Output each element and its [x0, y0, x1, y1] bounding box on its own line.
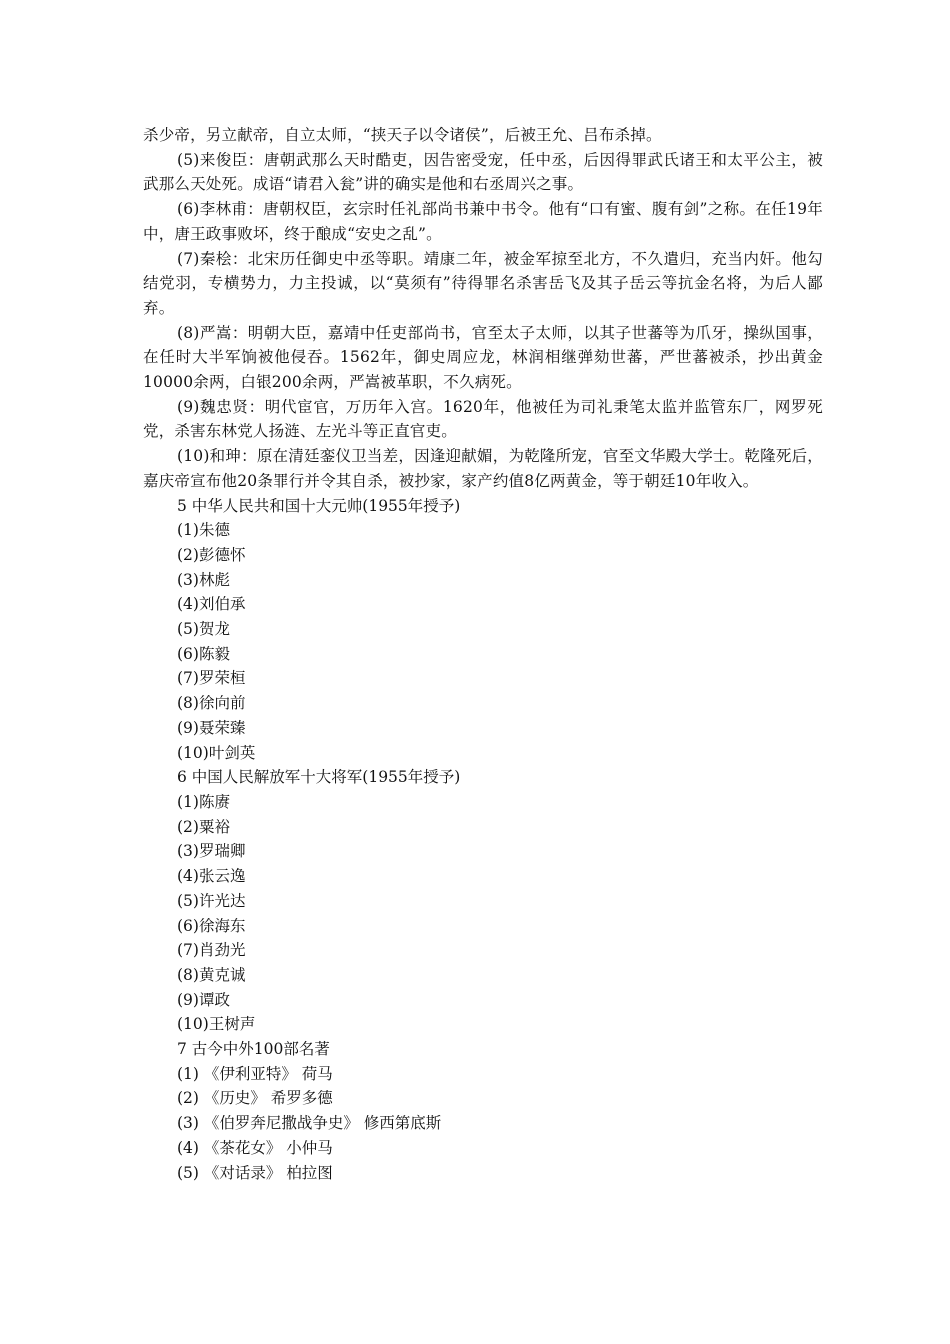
- list-item-general: (6)徐海东: [177, 916, 246, 935]
- list-item-classic: (4) 《茶花女》 小仲马: [177, 1138, 333, 1157]
- list-item-general: (10)王树声: [177, 1015, 256, 1034]
- paragraph-dong-zhuo-tail: 杀少帝，另立献帝，自立太师，“挟天子以令诸侯”，后被王允、吕布杀掉。: [143, 126, 662, 144]
- section-heading-generals: 6 中国人民解放军十大将军(1955年授予): [177, 768, 461, 787]
- list-item-general: (4)张云逸: [177, 867, 246, 886]
- list-item-marshal: (2)彭德怀: [177, 545, 246, 564]
- list-item-general: (9)谭政: [177, 990, 230, 1009]
- paragraph-lai-junchen: (5)来俊臣：唐朝武那么天时酷吏，因告密受宠，任中丞，后因得罪武氏诸王和太平公主，被武那么天处死。成语“请君入瓮”讲的确实是他和右丞周兴之事。: [143, 150, 823, 194]
- section-heading-marshals: 5 中华人民共和国十大元帅(1955年授予): [177, 496, 461, 515]
- list-item-general: (7)肖劲光: [177, 941, 246, 960]
- paragraph-he-shen: (10)和珅：原在清廷銮仪卫当差，因逢迎献媚，为乾隆所宠，官至文华殿大学士。乾隆死后，嘉庆帝宣布他20条罪行并令其自杀，被抄家，家产约值8亿两黄金，等于朝廷10年收入。: [143, 447, 823, 490]
- list-item-general: (3)罗瑞卿: [177, 842, 246, 861]
- paragraph-li-linfu: (6)李林甫：唐朝权臣，玄宗时任礼部尚书兼中书令。他有“口有蜜、腹有剑”之称。在任19年中，唐王政事败坏，终于酿成“安史之乱”。: [143, 200, 823, 243]
- list-item-classic: (1) 《伊利亚特》 荷马: [177, 1064, 333, 1083]
- document-body: [143, 123, 823, 1185]
- paragraph-yan-song: (8)严嵩：明朝大臣，嘉靖中任吏部尚书，官至太子太师，以其子世蕃等为爪牙，操纵国事，在任时大半军饷被他侵吞。1562年，御史周应龙，林润相继弹劾世蕃，严世蕃被杀，抄出黄金10000余两，白银200余两，严嵩被革职，不久病死。: [143, 323, 823, 392]
- section-heading-classics: 7 古今中外100部名著: [177, 1040, 330, 1059]
- list-item-marshal: (3)林彪: [177, 570, 230, 589]
- list-item-classic: (3) 《伯罗奔尼撒战争史》 修西第底斯: [177, 1114, 442, 1133]
- list-item-classic: (5) 《对话录》 柏拉图: [177, 1163, 333, 1182]
- list-item-classic: (2) 《历史》 希罗多德: [177, 1089, 333, 1108]
- list-item-general: (5)许光达: [177, 891, 246, 910]
- list-item-general: (1)陈赓: [177, 792, 230, 811]
- list-item-general: (8)黄克诚: [177, 965, 246, 984]
- list-item-marshal: (4)刘伯承: [177, 595, 246, 614]
- list-item-marshal: (5)贺龙: [177, 620, 230, 639]
- list-item-marshal: (1)朱德: [177, 521, 230, 540]
- list-item-marshal: (10)叶剑英: [177, 743, 256, 762]
- paragraph-wei-zhongxian: (9)魏忠贤：明代宦官，万历年入宫。1620年，他被任为司礼秉笔太监并监管东厂，网罗死党，杀害东林党人扬涟、左光斗等正直官吏。: [143, 397, 823, 441]
- list-item-general: (2)粟裕: [177, 817, 230, 836]
- paragraph-qin-hui: (7)秦桧：北宋历任御史中丞等职。靖康二年，被金军掠至北方，不久遣归，充当内奸。他勾结党羽，专横势力，力主投诚，以“莫须有”待得罪名杀害岳飞及其子岳云等抗金名将，为后人鄙弃。: [143, 249, 823, 317]
- list-item-marshal: (6)陈毅: [177, 644, 230, 663]
- list-item-marshal: (8)徐向前: [177, 694, 246, 713]
- list-item-marshal: (7)罗荣桓: [177, 669, 246, 688]
- list-item-marshal: (9)聂荣臻: [177, 718, 246, 737]
